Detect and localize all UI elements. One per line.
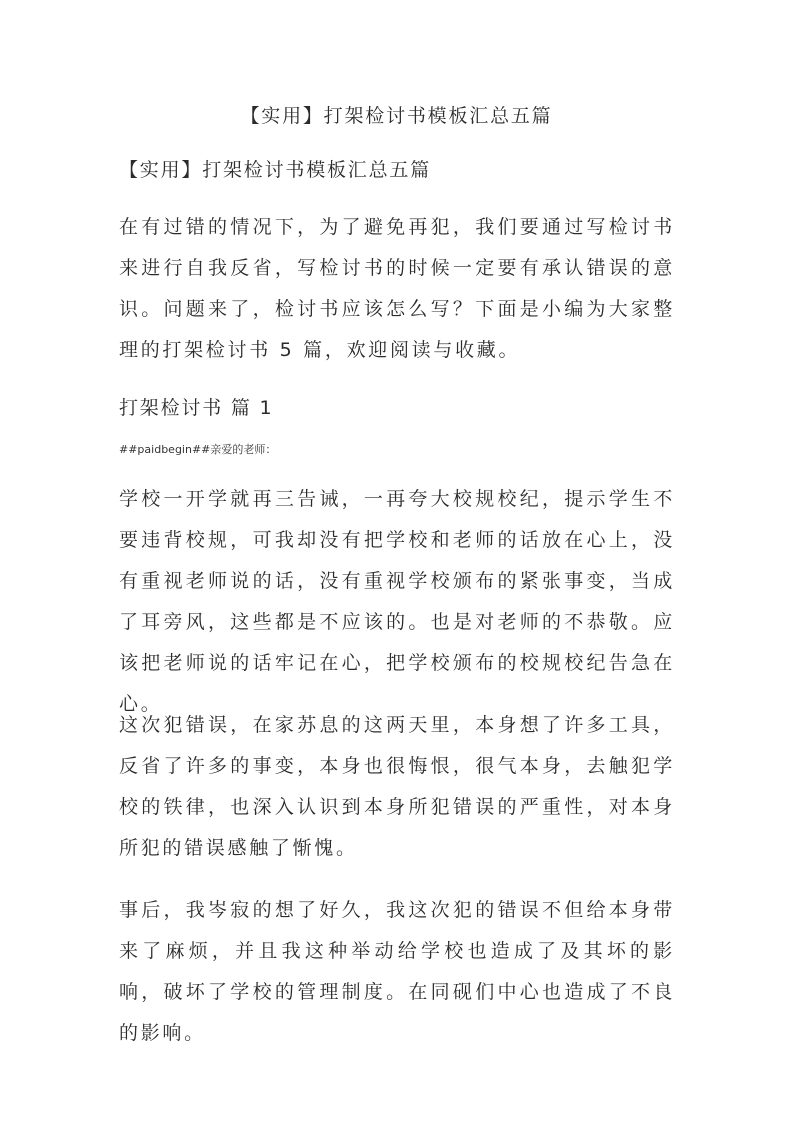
body-paragraph-2: 这次犯错误，在家苏息的这两天里，本身想了许多工具，反省了许多的事变，本身也很悔恨，很气本身，去触犯学校的铁律，也深入认识到本身所犯错误的严重性，对本身所犯的错误感触了惭愧。 — [119, 714, 675, 859]
document-subtitle: 【实用】打架检讨书模板汇总五篇 — [119, 159, 432, 181]
document-title: 【实用】打架检讨书模板汇总五篇 — [240, 105, 553, 127]
body-paragraph-1: 学校一开学就再三告诫，一再夸大校规校纪，提示学生不要违背校规，可我却没有把学校和老师的话放在心上，没有重视老师说的话，没有重视学校颁布的紧张事变，当成了耳旁风，这些都是不应该的。也是对老师的不恭敬。应该把老师说的话牢记在心，把学校颁布的校规校纪告急在心。 — [119, 488, 675, 715]
letter-greeting: ##paidbegin##亲爱的老师： — [119, 443, 277, 456]
intro-paragraph: 在有过错的情况下，为了避免再犯，我们要通过写检讨书来进行自我反省，写检讨书的时候一定要有承认错误的意识。问题来了，检讨书应该怎么写？下面是小编为大家整理的打架检讨书 5 篇，欢迎阅读与收藏。 — [119, 216, 675, 361]
section-heading: 打架检讨书 篇 1 — [119, 397, 274, 419]
body-paragraph-3: 事后，我岑寂的想了好久，我这次犯的错误不但给本身带来了麻烦，并且我这种举动给学校也造成了及其坏的影响，破坏了学校的管理制度。在同砚们中心也造成了不良的影响。 — [119, 899, 675, 1044]
